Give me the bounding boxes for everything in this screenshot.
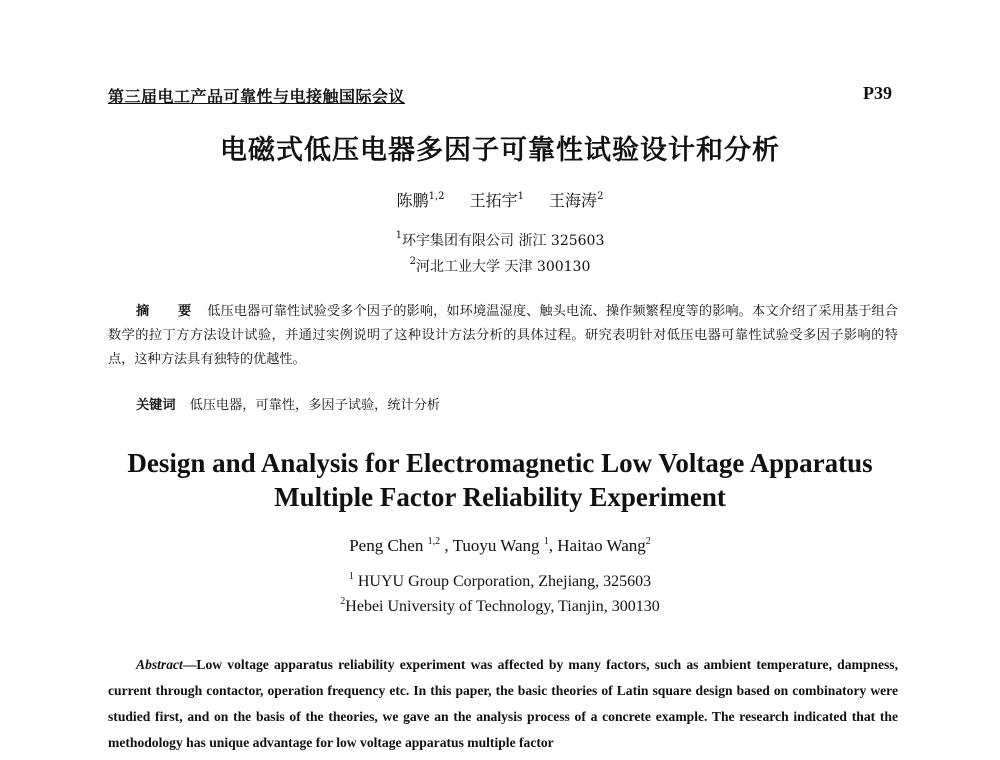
- english-abstract-text: Low voltage apparatus reliability experiment was affected by many factors, such as ambient temperature, dampness, current through contactor, operation frequency etc. In this paper, the basic theories of Latin square design based on combinatory were studied first, and on the basis of the theories, we gave an the analysis process of a concrete example. The research indicated that the methodology has unique advantage for low voltage apparatus multiple factor: [108, 657, 898, 750]
- affiliation-mark: 2: [409, 256, 417, 267]
- author-affiliation-mark: 1,2: [427, 536, 441, 547]
- author-name: 陈鹏: [396, 191, 429, 210]
- chinese-keywords-label: 关键词: [136, 398, 176, 413]
- author-name: Peng Chen: [349, 536, 424, 555]
- page-number: P39: [863, 83, 892, 103]
- chinese-author: [470, 191, 524, 210]
- english-authors: [0, 536, 1000, 556]
- chinese-keywords-text: 低压电器，可靠性，多因子试验，统计分析: [189, 398, 441, 413]
- english-abstract-label: Abstract: [136, 657, 183, 672]
- english-affiliation: [0, 598, 1000, 616]
- author-affiliation-mark: 1: [543, 536, 549, 547]
- author-affiliation-mark: 1: [517, 191, 524, 202]
- chinese-affiliation: [0, 230, 1000, 250]
- affiliation-mark: 2: [340, 596, 346, 607]
- author-separator: ,: [548, 536, 558, 555]
- chinese-abstract: [108, 300, 898, 372]
- affiliation-text: HUYU Group Corporation, Zhejiang, 325603: [357, 573, 652, 590]
- author-affiliation-mark: 2: [645, 536, 651, 547]
- affiliation-mark: 1: [395, 230, 403, 241]
- english-title-line-2: Multiple Factor Reliability Experiment: [274, 482, 726, 512]
- chinese-title: 电磁式低压电器多因子可靠性试验设计和分析: [220, 135, 780, 166]
- affiliation-mark: 1: [348, 571, 354, 582]
- author-name: 王海涛: [549, 191, 598, 210]
- chinese-abstract-text: 低压电器可靠性试验受多个因子的影响，如环境温湿度、触头电流、操作频繁程度等的影响。本文介绍了采用基于组合数学的拉丁方方法设计试验，并通过实例说明了这种设计方法分析的具体过程。研究表明针对低压电器可靠性试验受多因子影响的特点，这种方法具有独特的优越性。: [108, 304, 898, 367]
- english-affiliation: [0, 573, 1000, 591]
- chinese-affiliation: [0, 256, 1000, 276]
- abstract-dash: —: [182, 657, 197, 672]
- english-abstract: [108, 652, 898, 756]
- conference-header: 第三届电工产品可靠性与电接触国际会议: [108, 87, 406, 106]
- author-name: Tuoyu Wang: [452, 536, 540, 555]
- chinese-authors: [0, 188, 1000, 211]
- chinese-abstract-label: 摘 要: [136, 304, 204, 319]
- author-name: Haitao Wang: [557, 536, 646, 555]
- author-affiliation-mark: 2: [597, 191, 604, 202]
- affiliation-text: Hebei University of Technology, Tianjin, 300130: [345, 598, 660, 615]
- chinese-keywords: [136, 394, 440, 413]
- author-name: 王拓宇: [469, 191, 518, 210]
- english-title-line-1: Design and Analysis for Electromagnetic Low Voltage Apparatus: [127, 448, 873, 478]
- author-affiliation-mark: 1,2: [428, 191, 445, 202]
- english-title: [0, 446, 1000, 514]
- affiliation-text: 环宇集团有限公司 浙江 325603: [402, 233, 605, 249]
- chinese-author: [549, 191, 603, 210]
- author-separator: ,: [440, 536, 453, 555]
- chinese-author: [397, 191, 445, 210]
- affiliation-text: 河北工业大学 天津 300130: [416, 259, 591, 275]
